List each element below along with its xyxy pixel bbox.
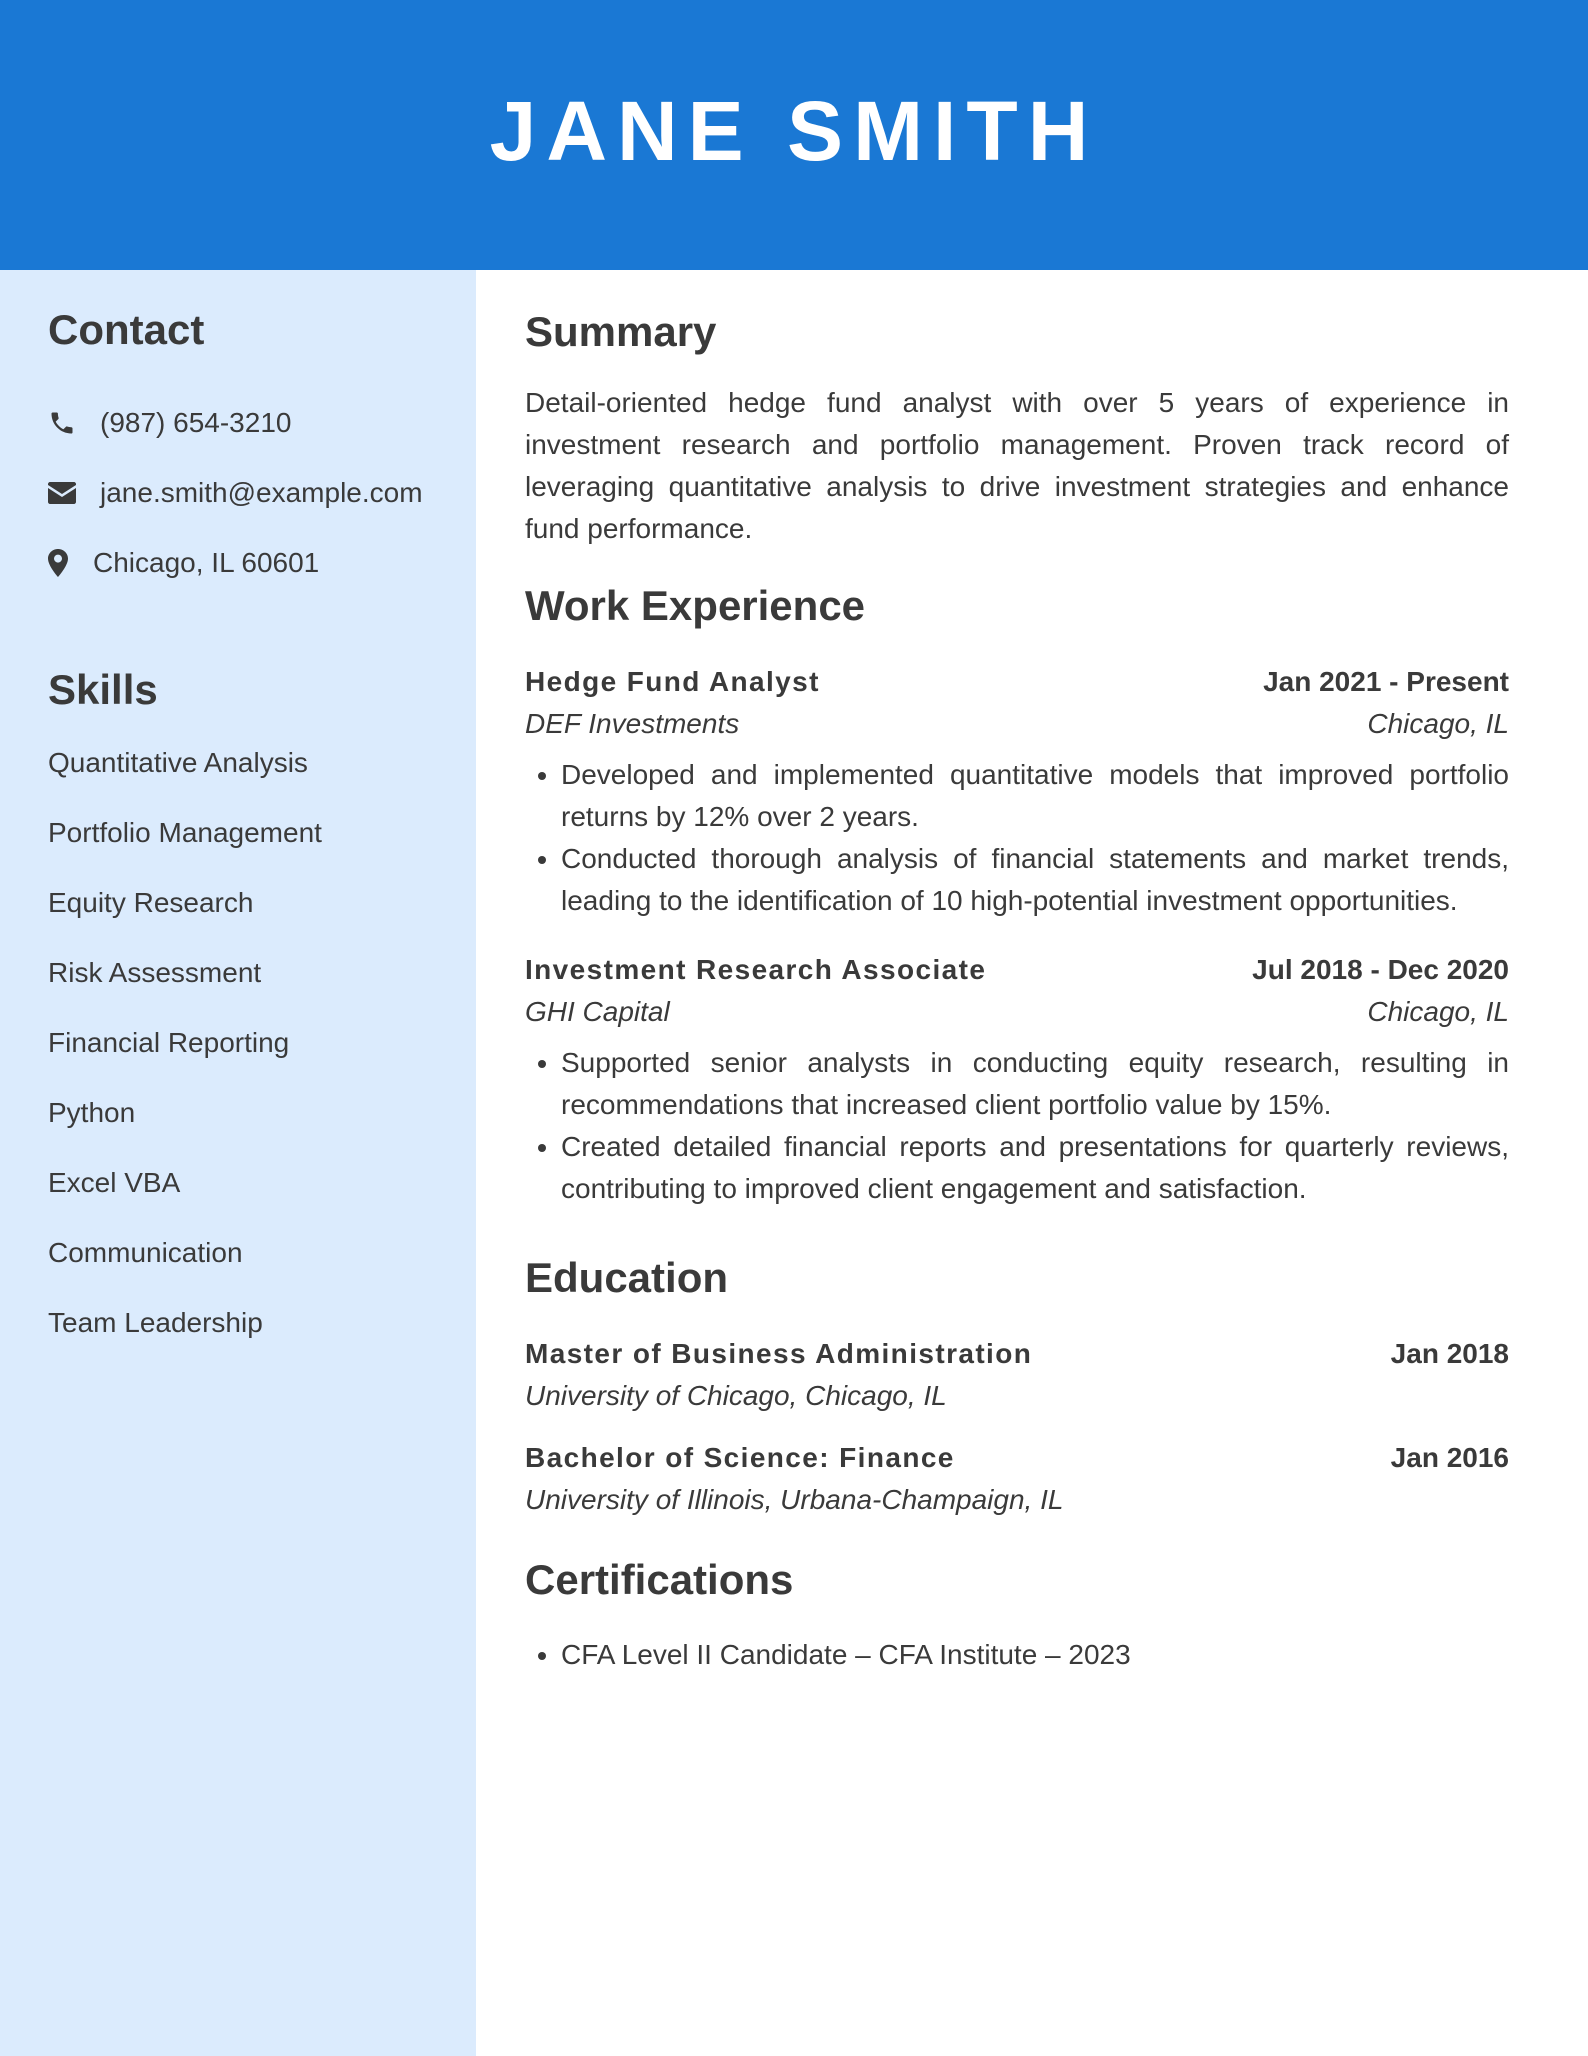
job-bullets xyxy=(525,1042,1509,1210)
skills-heading: Skills xyxy=(48,666,158,713)
candidate-name: JANE SMITH xyxy=(489,83,1099,178)
job-bullet: • Created detailed financial reports and presentations for quarterly reviews, contributing to improved client engagement and satisfaction. xyxy=(561,1126,1509,1210)
education-entry xyxy=(525,1442,1509,1516)
job-date: Jul 2018 - Dec 2020 xyxy=(1252,954,1509,985)
phone-icon xyxy=(48,409,100,437)
job-entry xyxy=(525,954,1509,1210)
job-location: Chicago, IL xyxy=(1367,996,1509,1027)
envelope-icon xyxy=(48,482,100,504)
education-heading: Education xyxy=(525,1254,729,1301)
certification-item: • CFA Level II Candidate – CFA Institute – 2023 xyxy=(561,1634,1509,1676)
job-company: DEF Investments xyxy=(525,708,740,739)
job-location: Chicago, IL xyxy=(1367,708,1509,739)
job-bullet: • Conducted thorough analysis of financial statements and market trends, leading to the identification of 10 high-potential investment opportunities. xyxy=(561,838,1509,922)
skill-item: Communication xyxy=(48,1237,243,1268)
skill-item: Quantitative Analysis xyxy=(48,747,308,778)
certifications-heading: Certifications xyxy=(525,1556,794,1603)
job-bullet: • Supported senior analysts in conducting equity research, resulting in recommendations that increased client portfolio value by 15%. xyxy=(561,1042,1509,1126)
map-marker-icon xyxy=(48,549,93,577)
contact-list xyxy=(48,388,428,598)
certification-list xyxy=(525,1634,1509,1676)
contact-location xyxy=(48,528,428,598)
resume-header xyxy=(0,0,1588,270)
skill-item: Team Leadership xyxy=(48,1307,263,1338)
education-degree: Master of Business Administration xyxy=(525,1338,1033,1369)
job-title: Hedge Fund Analyst xyxy=(525,666,820,697)
contact-email xyxy=(48,458,428,528)
job-company: GHI Capital xyxy=(525,996,670,1027)
skill-item: Portfolio Management xyxy=(48,817,322,848)
summary-text: Detail-oriented hedge fund analyst with over 5 years of experience in investment research and portfolio management. Proven track record of leveraging quantitative analysis to drive investment strategies and enhance fund performance. xyxy=(525,387,1509,544)
education-date: Jan 2016 xyxy=(1390,1442,1509,1473)
education-school: University of Chicago, Chicago, IL xyxy=(525,1380,947,1411)
contact-phone-text: (987) 654-3210 xyxy=(100,407,292,438)
contact-phone xyxy=(48,388,428,458)
summary-heading: Summary xyxy=(525,308,717,355)
job-date: Jan 2021 - Present xyxy=(1263,666,1509,697)
skill-item: Financial Reporting xyxy=(48,1027,290,1058)
job-entry xyxy=(525,666,1509,922)
contact-email-text: jane.smith@example.com xyxy=(100,477,423,508)
skill-item: Excel VBA xyxy=(48,1167,181,1198)
job-bullet: • Developed and implemented quantitative models that improved portfolio returns by 12% over 2 years. xyxy=(561,754,1509,838)
job-bullets xyxy=(525,754,1509,922)
contact-location-text: Chicago, IL 60601 xyxy=(93,547,320,578)
work-experience-heading: Work Experience xyxy=(525,582,866,629)
skill-item: Risk Assessment xyxy=(48,957,262,988)
skill-item: Python xyxy=(48,1097,136,1128)
contact-heading: Contact xyxy=(48,306,205,353)
skill-item: Equity Research xyxy=(48,887,254,918)
education-entry xyxy=(525,1338,1509,1412)
education-date: Jan 2018 xyxy=(1390,1338,1509,1369)
education-degree: Bachelor of Science: Finance xyxy=(525,1442,955,1473)
main-content xyxy=(525,270,1509,1676)
sidebar xyxy=(0,270,476,2056)
job-title: Investment Research Associate xyxy=(525,954,987,985)
education-school: University of Illinois, Urbana-Champaign, IL xyxy=(525,1484,1064,1515)
skill-list xyxy=(48,748,428,1378)
